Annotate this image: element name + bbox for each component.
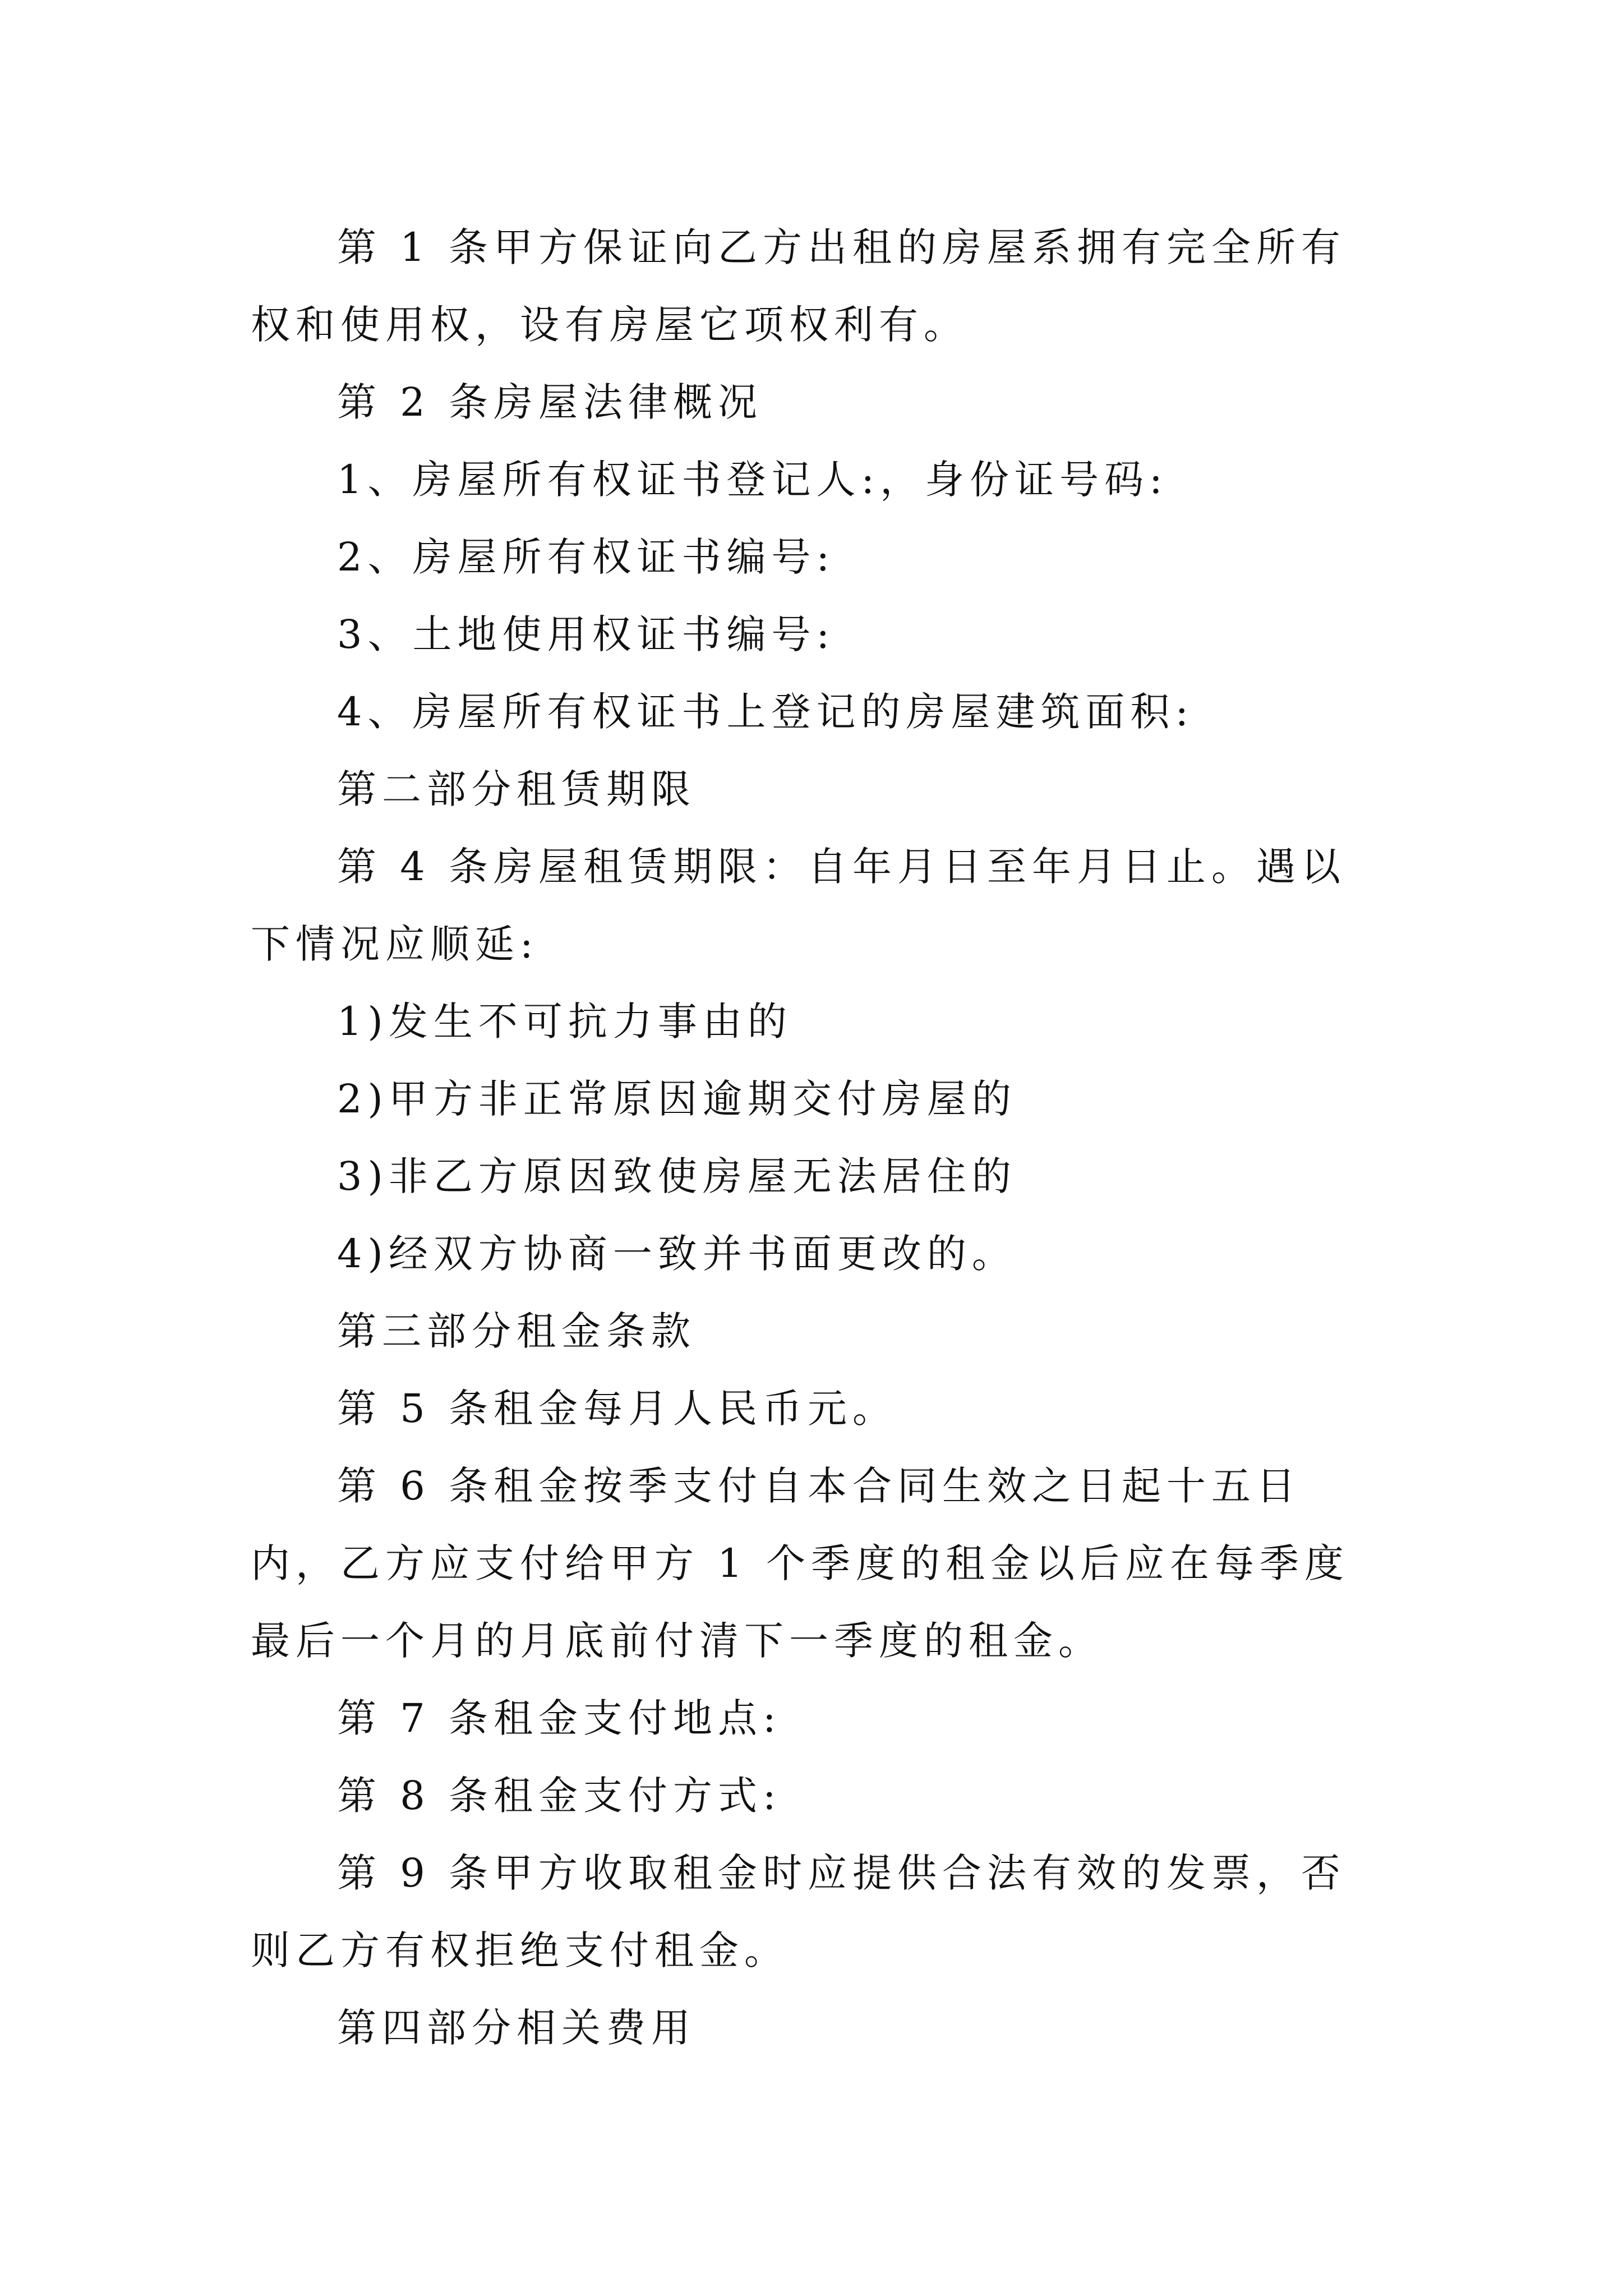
- paragraph-item-4: 4、房屋所有权证书上登记的房屋建筑面积:: [337, 689, 1195, 735]
- document-body: [251, 209, 1384, 2067]
- section-heading-part-4: 第四部分相关费用: [337, 2005, 696, 2051]
- paragraph-article-4: 第 4 条房屋租赁期限：自年月日至年月日止。遇以下情况应顺延:: [251, 844, 1347, 967]
- paragraph-item-2: 2、房屋所有权证书编号:: [337, 534, 836, 580]
- paragraph-item-3: 3、土地使用权证书编号:: [337, 611, 836, 657]
- paragraph-condition-2: 2)甲方非正常原因逾期交付房屋的: [337, 1076, 1017, 1122]
- paragraph-condition-4: 4)经双方协商一致并书面更改的。: [337, 1231, 1017, 1277]
- section-heading-part-2: 第二部分租赁期限: [337, 766, 696, 812]
- paragraph-article-6: 第 6 条租金按季支付自本合同生效之日起十五日内，乙方应支付给甲方 1 个季度的租金以后应在每季度最后一个月的月底前付清下一季度的租金。: [251, 1463, 1350, 1664]
- paragraph-article-1: 第 1 条甲方保证向乙方出租的房屋系拥有完全所有权和使用权，设有房屋它项权利有。: [251, 224, 1347, 348]
- paragraph-article-7: 第 7 条租金支付地点:: [337, 1695, 782, 1741]
- paragraph-article-9: 第 9 条甲方收取租金时应提供合法有效的发票，否则乙方有权拒绝支付租金。: [251, 1850, 1347, 1973]
- paragraph-item-1: 1、房屋所有权证书登记人:，身份证号码:: [337, 457, 1168, 503]
- paragraph-condition-3: 3)非乙方原因致使房屋无法居住的: [337, 1153, 1017, 1199]
- paragraph-article-5: 第 5 条租金每月人民币元。: [337, 1386, 898, 1432]
- section-heading-part-3: 第三部分租金条款: [337, 1308, 696, 1354]
- paragraph-condition-1: 1)发生不可抗力事由的: [337, 999, 792, 1045]
- paragraph-article-2-heading: 第 2 条房屋法律概况: [337, 379, 763, 425]
- paragraph-article-8: 第 8 条租金支付方式:: [337, 1773, 782, 1819]
